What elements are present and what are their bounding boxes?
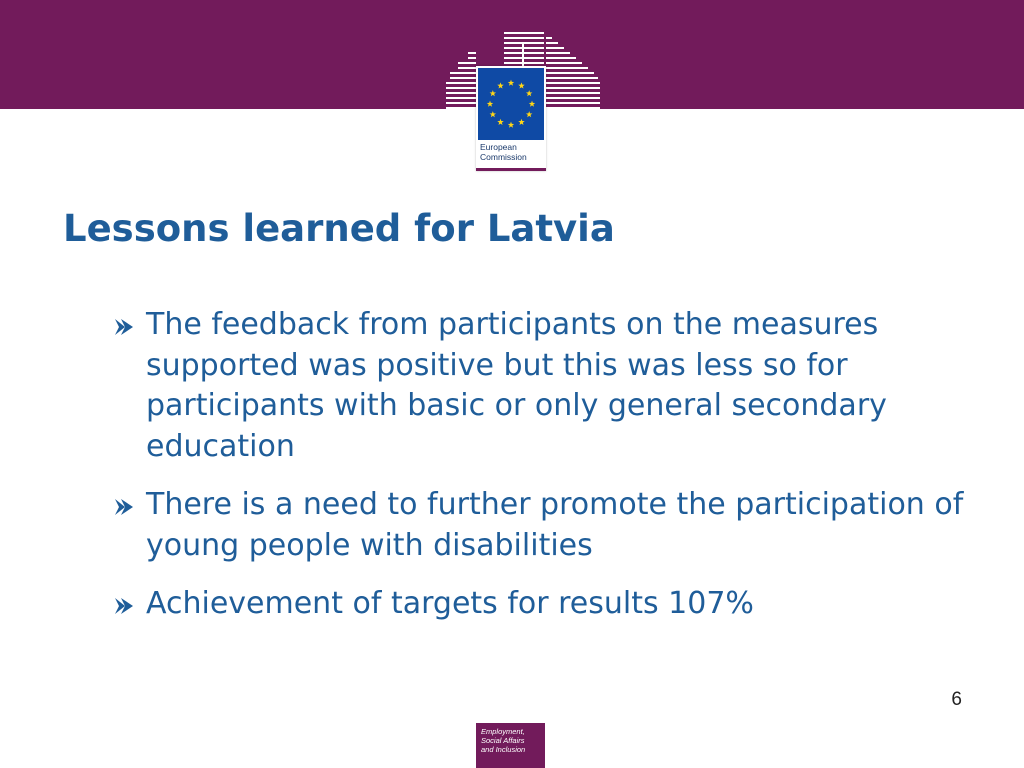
european-commission-logo	[444, 28, 604, 162]
arrow-bullet-icon	[113, 596, 135, 616]
bullet-text: Achievement of targets for results 107%	[146, 586, 754, 621]
arrow-bullet-icon	[113, 497, 135, 517]
bullet-text: The feedback from participants on the measures supported was positive but this was less so for participants with basic or only general secondary education	[146, 307, 887, 464]
logo-line-1: European	[480, 142, 517, 152]
badge-line-1: Employment,	[481, 727, 525, 736]
bullet-list	[113, 305, 993, 643]
bullet-item	[113, 305, 993, 467]
page-number: 6	[951, 689, 962, 710]
bullet-text: There is a need to further promote the participation of young people with disabilities	[146, 487, 964, 563]
dg-employment-badge	[476, 723, 545, 768]
eu-flag-icon	[478, 68, 544, 140]
arrow-bullet-icon	[113, 317, 135, 337]
badge-line-2: Social Affairs	[481, 736, 525, 745]
logo-line-2: Commission	[480, 152, 527, 162]
badge-line-3: and Inclusion	[481, 745, 526, 754]
bullet-item	[113, 584, 993, 625]
slide-title: Lessons learned for Latvia	[63, 207, 615, 250]
logo-underline	[476, 168, 546, 171]
bullet-item	[113, 485, 993, 566]
logo-text	[480, 142, 546, 162]
